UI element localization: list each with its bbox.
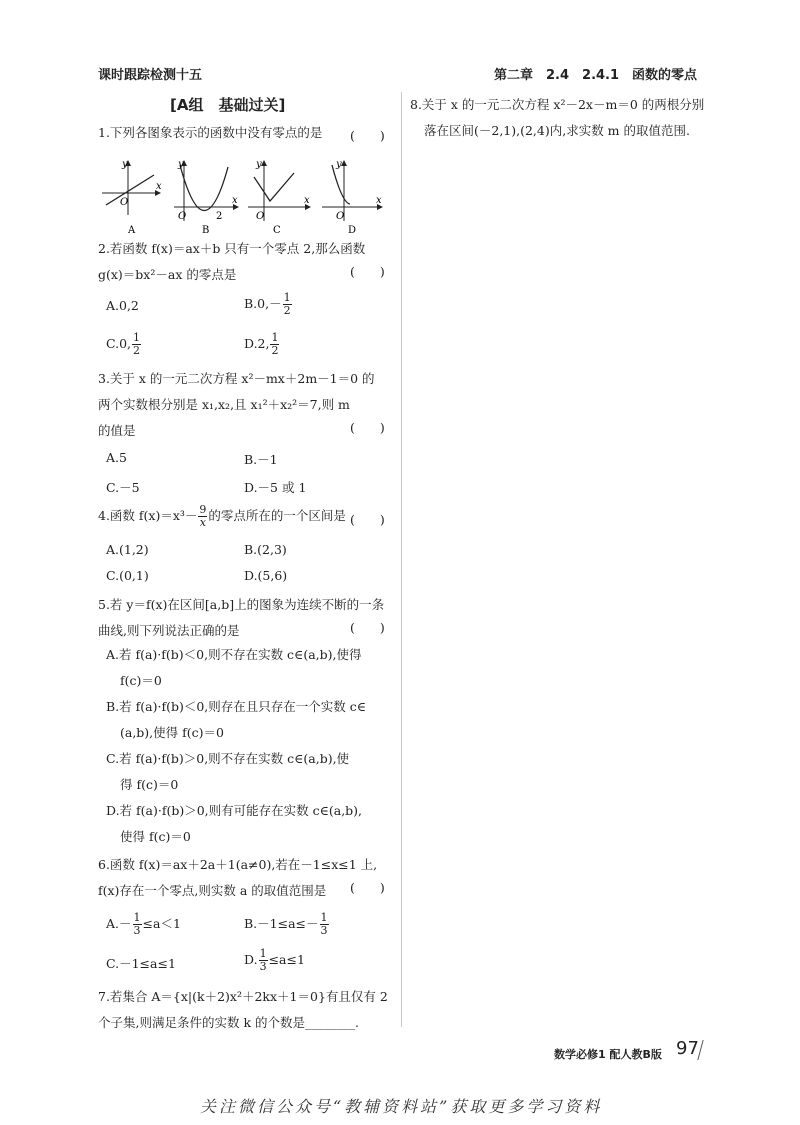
- q6-option-b-fraction: [320, 912, 329, 937]
- q4-option-b: B.(2,3): [244, 542, 287, 557]
- q4-option-a: A.(1,2): [106, 542, 149, 557]
- q5-option-b-line-1: B.若 f(a)·f(b)＜0,则存在且只存在一个实数 c∈: [106, 699, 366, 714]
- graph-c-y-label: y: [256, 159, 262, 170]
- q2-option-a: A.0,2: [106, 298, 139, 313]
- q3-line-1: 3.关于 x 的一元二次方程 x²－mx＋2m－1＝0 的: [98, 371, 375, 386]
- q6-option-a-fraction: [133, 912, 142, 937]
- section-title: [A组 基础过关]: [170, 96, 286, 114]
- question-1: [98, 120, 393, 146]
- page-number: 97: [676, 1038, 699, 1059]
- q6-line-2: f(x)存在一个零点,则实数 a 的取值范围是: [98, 883, 327, 898]
- q6-option-a-text-pre: A.－: [106, 916, 132, 931]
- q3-option-d: D.－5 或 1: [244, 480, 307, 495]
- q8-line-1: 8.关于 x 的一元二次方程 x²－2x－m＝0 的两根分别: [410, 97, 705, 112]
- question-8: [410, 92, 710, 144]
- graph-a-letter: A: [128, 225, 136, 235]
- q2-option-b: [244, 292, 293, 317]
- fraction-numerator: 1: [133, 331, 141, 344]
- graph-a-x-label: x: [156, 181, 162, 192]
- q8-line-2: 落在区间(－2,1),(2,4)内,求实数 m 的取值范围.: [424, 123, 690, 138]
- fraction-denominator: 2: [271, 344, 279, 357]
- q4-option-d: D.(5,6): [244, 568, 288, 583]
- footer-book-label: 数学必修1 配人教B版: [554, 1048, 662, 1061]
- q5-option-c-line-1: C.若 f(a)·f(b)＞0,则不存在实数 c∈(a,b),使: [106, 751, 350, 766]
- q2-option-c: [106, 332, 142, 357]
- q6-option-c: C.－1≤a≤1: [106, 956, 176, 971]
- fraction-numerator: 1: [133, 911, 141, 924]
- fraction-numerator: 9: [199, 503, 207, 516]
- q6-line-1: 6.函数 f(x)＝ax＋2a＋1(a≠0),若在－1≤x≤1 上,: [98, 857, 378, 872]
- q2-line-2: g(x)＝bx²－ax 的零点是: [98, 267, 237, 282]
- fraction-numerator: 1: [259, 947, 267, 960]
- fraction-numerator: 1: [271, 331, 279, 344]
- graph-c: [248, 159, 310, 222]
- question-3: [98, 366, 393, 444]
- fraction-denominator: x: [199, 516, 206, 529]
- q6-option-b: [244, 912, 330, 937]
- graph-a-y-label: y: [122, 159, 128, 170]
- graph-b-x-label: x: [232, 195, 238, 206]
- q2-answer-paren: ( ): [350, 264, 385, 279]
- q5-option-b-line-2: (a,b),使得 f(c)＝0: [120, 725, 224, 740]
- q5-answer-paren: ( ): [350, 620, 385, 635]
- q2-option-c-text: C.0,: [106, 336, 132, 351]
- graph-d-origin: O: [336, 211, 345, 222]
- q2-option-b-fraction: [283, 292, 292, 317]
- q1-text: 1.下列各图象表示的函数中没有零点的是: [98, 125, 323, 140]
- q5-options: [106, 642, 396, 850]
- graph-c-origin: O: [256, 211, 265, 222]
- q3-option-c: C.－5: [106, 480, 140, 495]
- q4-text-post: 的零点所在的一个区间是: [208, 508, 346, 523]
- q5-option-d-line-2: 使得 f(c)＝0: [120, 829, 191, 844]
- header-right: 第二章 2.4 2.4.1 函数的零点: [494, 68, 698, 83]
- header-left: 课时跟踪检测十五: [98, 68, 203, 83]
- graph-d-letter: D: [348, 225, 357, 235]
- q6-option-d-text-post: ≤a≤1: [268, 952, 305, 967]
- q6-option-d: [244, 948, 305, 973]
- q3-option-a: A.5: [106, 450, 127, 465]
- q4-text-pre: 4.函数 f(x)＝x³－: [98, 508, 198, 523]
- graph-d: [322, 159, 382, 222]
- fraction-denominator: 2: [283, 304, 291, 317]
- q5-line-2: 曲线,则下列说法正确的是: [98, 623, 240, 638]
- q6-option-d-text-pre: D.: [244, 952, 258, 967]
- q6-answer-paren: ( ): [350, 880, 385, 895]
- q4-fraction: [198, 504, 207, 529]
- graph-c-x-label: x: [304, 195, 310, 206]
- q3-option-b: B.－1: [244, 452, 278, 467]
- question-2: [98, 236, 393, 288]
- fraction-denominator: 2: [133, 344, 141, 357]
- q1-graphs: [98, 155, 393, 235]
- q5-option-c-line-2: 得 f(c)＝0: [120, 777, 179, 792]
- q2-option-d: [244, 332, 280, 357]
- graph-b-y-label: y: [178, 159, 184, 170]
- question-5: [98, 592, 393, 644]
- graph-d-y-label: y: [336, 159, 342, 170]
- q5-option-d-line-1: D.若 f(a)·f(b)＞0,则有可能存在实数 c∈(a,b),: [106, 803, 363, 818]
- q4-answer-paren: ( ): [350, 512, 385, 527]
- q2-option-d-fraction: [270, 332, 279, 357]
- question-7: [98, 984, 393, 1036]
- q2-option-b-text: B.0,－: [244, 296, 282, 311]
- q2-line-1: 2.若函数 f(x)＝ax＋b 只有一个零点 2,那么函数: [98, 241, 366, 256]
- q1-answer-paren: ( ): [350, 128, 385, 143]
- fraction-numerator: 1: [283, 291, 291, 304]
- graph-b: [174, 159, 238, 222]
- q2-option-d-text: D.2,: [244, 336, 270, 351]
- q5-line-1: 5.若 y＝f(x)在区间[a,b]上的图象为连续不断的一条: [98, 597, 385, 612]
- q2-option-c-fraction: [132, 332, 141, 357]
- graph-b-origin: O: [178, 211, 187, 222]
- question-4: [98, 504, 346, 529]
- fraction-denominator: 3: [320, 924, 328, 937]
- q5-option-a-line-2: f(c)＝0: [120, 673, 162, 688]
- q4-option-c: C.(0,1): [106, 568, 149, 583]
- q7-line-2: 个子集,则满足条件的实数 k 的个数是________.: [98, 1015, 359, 1030]
- q3-line-3: 的值是: [98, 423, 136, 438]
- fraction-denominator: 3: [259, 960, 267, 973]
- q6-option-b-text: B.－1≤a≤－: [244, 916, 319, 931]
- question-6: [98, 852, 393, 904]
- graph-a-origin: O: [120, 197, 129, 208]
- handwritten-note: 关注微信公众号“教辅资料站”获取更多学习资料: [200, 1097, 603, 1116]
- q6-option-a: [106, 912, 181, 937]
- q5-option-a-line-1: A.若 f(a)·f(b)＜0,则不存在实数 c∈(a,b),使得: [106, 647, 362, 662]
- graph-d-x-label: x: [376, 195, 382, 206]
- graph-b-tick: 2: [216, 211, 223, 222]
- fraction-numerator: 1: [320, 911, 328, 924]
- q3-line-2: 两个实数根分别是 x₁,x₂,且 x₁²＋x₂²＝7,则 m: [98, 397, 350, 412]
- column-divider: [401, 92, 402, 1027]
- graph-c-letter: C: [273, 225, 281, 235]
- q6-option-d-fraction: [259, 948, 268, 973]
- graph-a: [102, 159, 162, 215]
- graph-b-letter: B: [202, 225, 210, 235]
- q7-line-1: 7.若集合 A＝{x|(k＋2)x²＋2kx＋1＝0}有且仅有 2: [98, 989, 388, 1004]
- fraction-denominator: 3: [133, 924, 141, 937]
- q6-option-a-text-post: ≤a＜1: [142, 916, 181, 931]
- q3-answer-paren: ( ): [350, 420, 385, 435]
